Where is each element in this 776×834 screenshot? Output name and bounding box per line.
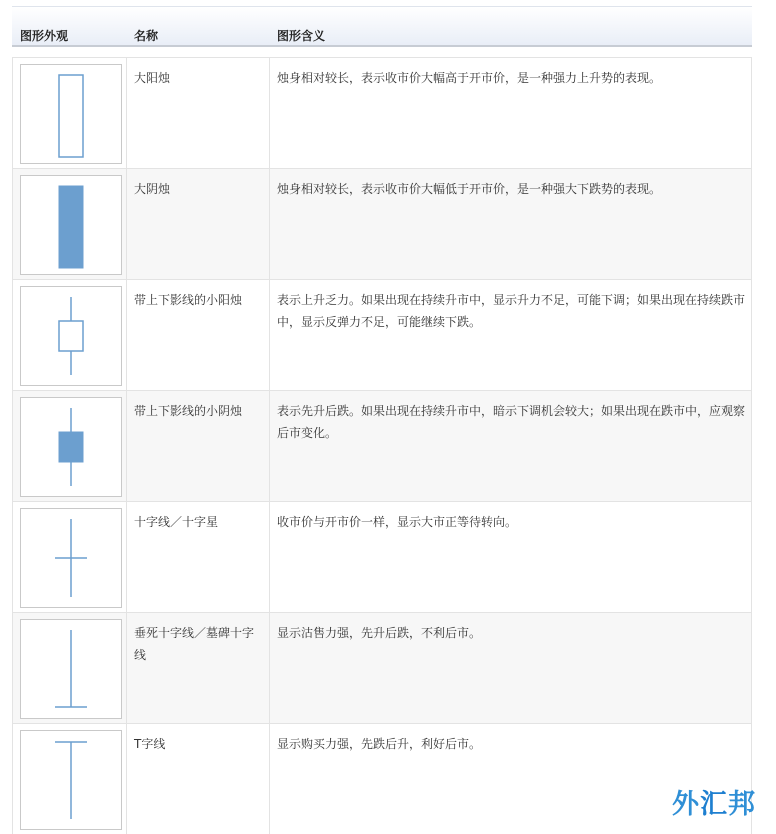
table-row [12, 57, 752, 168]
watermark-char-3: 邦 [728, 789, 756, 820]
doji-cross-icon [20, 508, 122, 608]
row-name: 大阳烛 [134, 71, 171, 85]
row-meaning: 显示购买力强，先跌后升，利好后市。 [277, 737, 482, 751]
gravestone-doji-icon [20, 619, 122, 719]
table-row [12, 279, 752, 390]
table-row [12, 612, 752, 723]
row-name: 带上下影线的小阳烛 [134, 293, 243, 307]
row-name: 大阴烛 [134, 182, 171, 196]
header-meaning-col: 图形含义 [277, 29, 326, 43]
row-meaning: 收市价与开市价一样，显示大市正等待转向。 [277, 515, 518, 529]
table-row [12, 723, 752, 834]
row-name: 十字线／十字星 [134, 515, 219, 529]
table-row [12, 168, 752, 279]
row-name: T字线 [134, 737, 166, 751]
header-name-col: 名称 [134, 29, 159, 43]
table-row [12, 390, 752, 501]
row-meaning: 烛身相对较长，表示收市价大幅高于开市价，是一种强力上升势的表现。 [277, 71, 662, 85]
watermark-char-1: 外 [672, 789, 700, 820]
row-name: 带上下影线的小阴烛 [134, 404, 243, 418]
large-bullish-candle-icon [20, 64, 122, 164]
small-bearish-candle-with-shadows-icon [20, 397, 122, 497]
watermark-char-2: 汇 [700, 789, 728, 820]
row-meaning: 显示沽售力强，先升后跌，不利后市。 [277, 626, 482, 640]
candlestick-table [12, 6, 752, 834]
t-line-dragonfly-icon [20, 730, 122, 830]
row-meaning: 烛身相对较长，表示收市价大幅低于开市价，是一种强大下跌势的表现。 [277, 182, 662, 196]
table-row [12, 501, 752, 612]
large-bearish-candle-icon [20, 175, 122, 275]
row-name: 垂死十字线／墓碑十字线 [134, 626, 255, 662]
site-watermark-logo [672, 782, 756, 821]
small-bullish-candle-with-shadows-icon [20, 286, 122, 386]
row-meaning: 表示上升乏力。如果出现在持续升市中，显示升力不足，可能下调；如果出现在持续跌市中，显示反弹力不足，可能继续下跌。 [277, 293, 746, 329]
header-image-col: 图形外观 [20, 29, 69, 43]
table-header [12, 6, 752, 47]
row-meaning: 表示先升后跌。如果出现在持续升市中，暗示下调机会较大；如果出现在跌市中，应观察后市变化。 [277, 404, 746, 440]
